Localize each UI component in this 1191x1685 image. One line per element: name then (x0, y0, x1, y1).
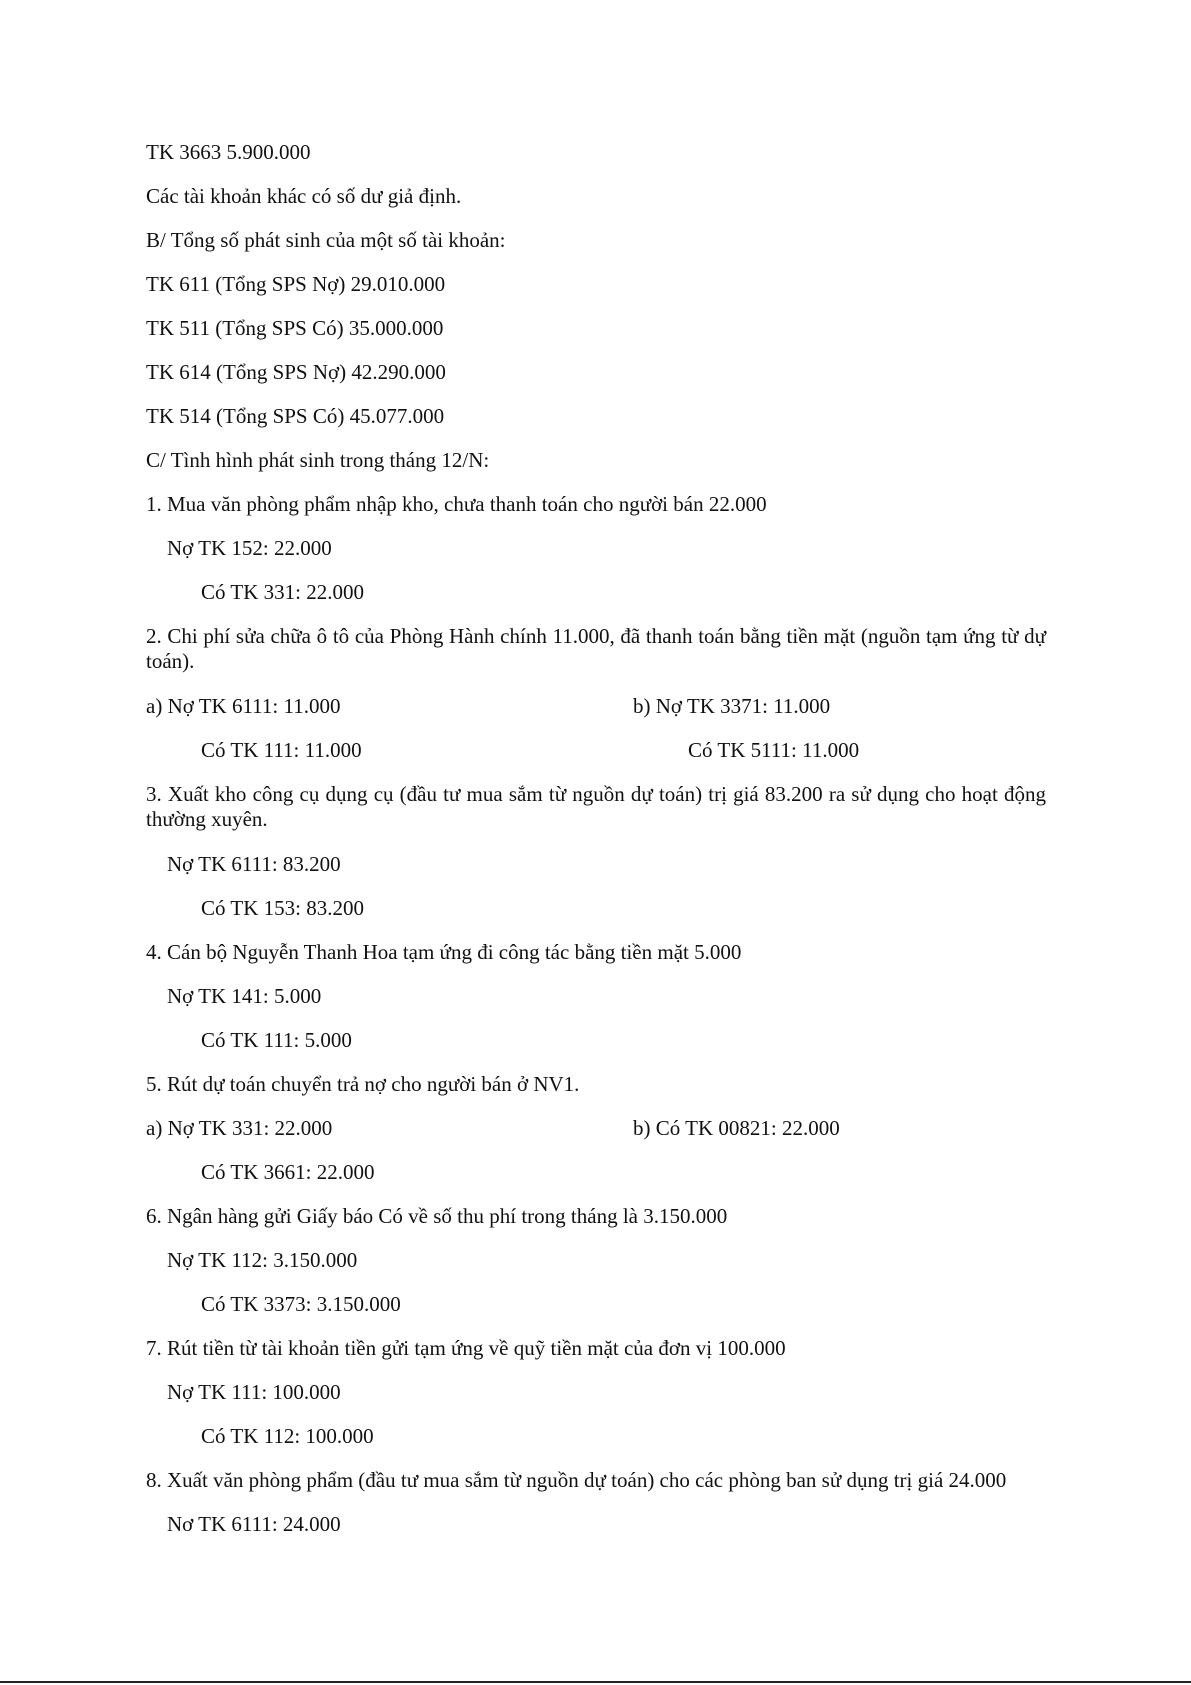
credit-entry: Có TK 331: 22.000 (201, 580, 364, 604)
turnover-line-614: TK 614 (Tổng SPS Nợ) 42.290.000 (146, 360, 446, 384)
section-c-heading: C/ Tình hình phát sinh trong tháng 12/N: (146, 448, 490, 472)
page-bottom-rule (0, 1681, 1191, 1683)
section-b-heading: B/ Tổng số phát sinh của một số tài khoản: (146, 228, 506, 252)
debit-entry-b: b) Nợ TK 3371: 11.000 (633, 694, 831, 718)
entry-row (146, 694, 1046, 718)
transaction-4: 4. Cán bộ Nguyễn Thanh Hoa tạm ứng đi công tác bằng tiền mặt 5.000 (146, 940, 742, 964)
credit-entry-a: Có TK 111: 11.000 (201, 738, 362, 762)
debit-entry-a: a) Nợ TK 331: 22.000 (146, 1116, 333, 1140)
debit-entry: Nợ TK 152: 22.000 (167, 536, 332, 560)
debit-entry-a: a) Nợ TK 6111: 11.000 (146, 694, 341, 718)
entry-row (146, 1116, 1046, 1140)
transaction-1: 1. Mua văn phòng phẩm nhập kho, chưa thanh toán cho người bán 22.000 (146, 492, 767, 516)
turnover-line-511: TK 511 (Tổng SPS Có) 35.000.000 (146, 316, 444, 340)
transaction-3: 3. Xuất kho công cụ dụng cụ (đầu tư mua sắm từ nguồn dự toán) trị giá 83.200 ra sử dụng cho hoạt động thường xuyên. (146, 782, 1046, 831)
credit-entry: Có TK 3661: 22.000 (201, 1160, 375, 1184)
debit-entry: Nơ TK 6111: 24.000 (167, 1512, 341, 1536)
document-page (146, 140, 1046, 1556)
debit-entry: Nợ TK 141: 5.000 (167, 984, 322, 1008)
credit-entry: Có TK 3373: 3.150.000 (201, 1292, 401, 1316)
credit-entry: Có TK 111: 5.000 (201, 1028, 352, 1052)
debit-entry: Nợ TK 6111: 83.200 (167, 852, 341, 876)
transaction-2: 2. Chi phí sửa chữa ô tô của Phòng Hành chính 11.000, đã thanh toán bằng tiền mặt (nguồn tạm ứng từ dự toán). (146, 624, 1046, 673)
credit-entry-b: Có TK 5111: 11.000 (688, 738, 860, 762)
turnover-line-514: TK 514 (Tổng SPS Có) 45.077.000 (146, 404, 445, 428)
transaction-6: 6. Ngân hàng gửi Giấy báo Có về số thu phí trong tháng là 3.150.000 (146, 1204, 728, 1228)
transaction-5: 5. Rút dự toán chuyển trả nợ cho người bán ở NV1. (146, 1072, 580, 1096)
credit-entry-b: b) Có TK 00821: 22.000 (633, 1116, 840, 1140)
credit-entry: Có TK 153: 83.200 (201, 896, 364, 920)
credit-entry: Có TK 112: 100.000 (201, 1424, 374, 1448)
transaction-7: 7. Rút tiền từ tài khoản tiền gửi tạm ứng về quỹ tiền mặt của đơn vị 100.000 (146, 1336, 786, 1360)
transaction-8: 8. Xuất văn phòng phẩm (đầu tư mua sắm từ nguồn dự toán) cho các phòng ban sử dụng trị giá 24.000 (146, 1468, 1007, 1492)
other-accounts-note: Các tài khoản khác có số dư giả định. (146, 184, 462, 208)
debit-entry: Nợ TK 112: 3.150.000 (167, 1248, 358, 1272)
entry-row (146, 738, 1046, 762)
balance-line-3663: TK 3663 5.900.000 (146, 140, 311, 164)
debit-entry: Nợ TK 111: 100.000 (167, 1380, 341, 1404)
turnover-line-611: TK 611 (Tổng SPS Nợ) 29.010.000 (146, 272, 446, 296)
